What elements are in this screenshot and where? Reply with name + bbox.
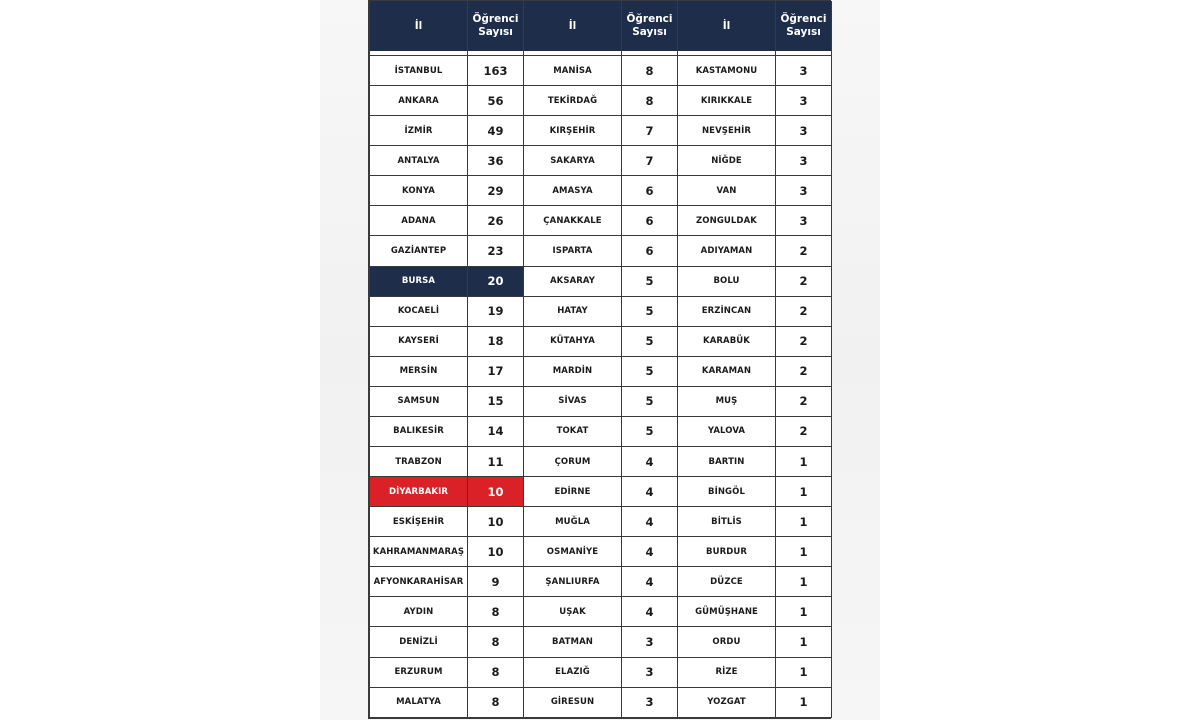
province-cell: DİYARBAKIR <box>370 477 468 507</box>
student-count-cell: 1 <box>776 507 832 537</box>
student-count-cell: 1 <box>776 687 832 717</box>
province-cell: EDİRNE <box>524 477 622 507</box>
province-cell: KAYSERİ <box>370 326 468 356</box>
header-count-line1: Öğrenci <box>780 13 827 25</box>
student-count-cell: 1 <box>776 477 832 507</box>
table-row <box>370 296 832 326</box>
province-cell: VAN <box>678 176 776 206</box>
province-cell: BİTLİS <box>678 507 776 537</box>
student-count-cell: 4 <box>622 597 678 627</box>
province-cell: MUĞLA <box>524 507 622 537</box>
student-count-cell: 8 <box>622 56 678 86</box>
province-cell: TOKAT <box>524 416 622 446</box>
table-row <box>370 326 832 356</box>
student-count-cell: 11 <box>468 447 524 477</box>
student-count-cell: 14 <box>468 416 524 446</box>
student-count-cell: 15 <box>468 386 524 416</box>
province-cell: AMASYA <box>524 176 622 206</box>
province-cell: SAKARYA <box>524 146 622 176</box>
student-count-cell: 8 <box>468 657 524 687</box>
province-cell: ERZİNCAN <box>678 296 776 326</box>
header-province-2: İl <box>524 1 622 51</box>
student-count-cell: 3 <box>622 627 678 657</box>
table-row <box>370 537 832 567</box>
province-cell: NEVŞEHİR <box>678 116 776 146</box>
student-count-cell: 49 <box>468 116 524 146</box>
table-row <box>370 236 832 266</box>
student-count-cell: 163 <box>468 56 524 86</box>
province-cell: İZMİR <box>370 116 468 146</box>
province-cell: RİZE <box>678 657 776 687</box>
table-row <box>370 386 832 416</box>
student-count-cell: 36 <box>468 146 524 176</box>
student-count-cell: 4 <box>622 537 678 567</box>
province-cell: NİĞDE <box>678 146 776 176</box>
province-cell: SAMSUN <box>370 386 468 416</box>
student-count-cell: 1 <box>776 657 832 687</box>
student-count-cell: 2 <box>776 326 832 356</box>
student-count-cell: 4 <box>622 477 678 507</box>
student-count-cell: 2 <box>776 356 832 386</box>
province-cell: HATAY <box>524 296 622 326</box>
province-cell: TRABZON <box>370 447 468 477</box>
table-row <box>370 56 832 86</box>
header-province-3: İl <box>678 1 776 51</box>
student-count-cell: 9 <box>468 567 524 597</box>
student-count-table-container <box>368 0 831 719</box>
province-cell: UŞAK <box>524 597 622 627</box>
student-count-cell: 2 <box>776 236 832 266</box>
province-cell: TEKİRDAĞ <box>524 86 622 116</box>
student-count-cell: 5 <box>622 416 678 446</box>
province-cell: ORDU <box>678 627 776 657</box>
province-cell: ERZURUM <box>370 657 468 687</box>
student-count-cell: 10 <box>468 507 524 537</box>
province-cell: BURSA <box>370 266 468 296</box>
header-count-line2: Sayısı <box>786 26 821 38</box>
table-row <box>370 507 832 537</box>
student-count-cell: 3 <box>776 176 832 206</box>
province-cell: GİRESUN <box>524 687 622 717</box>
province-cell: ESKİŞEHİR <box>370 507 468 537</box>
province-cell: BOLU <box>678 266 776 296</box>
table-row <box>370 687 832 717</box>
student-count-cell: 2 <box>776 266 832 296</box>
province-cell: ANKARA <box>370 86 468 116</box>
student-count-cell: 19 <box>468 296 524 326</box>
province-cell: BATMAN <box>524 627 622 657</box>
student-count-cell: 8 <box>468 687 524 717</box>
student-count-cell: 2 <box>776 386 832 416</box>
student-count-cell: 17 <box>468 356 524 386</box>
student-count-cell: 6 <box>622 206 678 236</box>
province-cell: YOZGAT <box>678 687 776 717</box>
student-count-cell: 10 <box>468 537 524 567</box>
table-row <box>370 416 832 446</box>
province-cell: ADANA <box>370 206 468 236</box>
student-count-cell: 7 <box>622 116 678 146</box>
province-cell: AFYONKARAHİSAR <box>370 567 468 597</box>
province-cell: AKSARAY <box>524 266 622 296</box>
student-count-cell: 3 <box>776 56 832 86</box>
student-count-cell: 1 <box>776 567 832 597</box>
student-count-cell: 8 <box>468 627 524 657</box>
province-cell: KOCAELİ <box>370 296 468 326</box>
header-count-2 <box>622 1 678 51</box>
province-cell: AYDIN <box>370 597 468 627</box>
header-count-3 <box>776 1 832 51</box>
student-count-cell: 26 <box>468 206 524 236</box>
header-count-line2: Sayısı <box>478 26 513 38</box>
table-row <box>370 627 832 657</box>
student-count-cell: 4 <box>622 447 678 477</box>
province-cell: MARDİN <box>524 356 622 386</box>
province-cell: MUŞ <box>678 386 776 416</box>
table-body <box>370 51 832 718</box>
province-cell: BURDUR <box>678 537 776 567</box>
table-row <box>370 447 832 477</box>
province-cell: YALOVA <box>678 416 776 446</box>
student-count-cell: 5 <box>622 266 678 296</box>
table-row <box>370 567 832 597</box>
table-row <box>370 597 832 627</box>
student-count-cell: 6 <box>622 176 678 206</box>
student-count-cell: 3 <box>622 657 678 687</box>
province-cell: KASTAMONU <box>678 56 776 86</box>
student-count-cell: 10 <box>468 477 524 507</box>
student-count-table <box>369 1 832 718</box>
province-cell: İSTANBUL <box>370 56 468 86</box>
student-count-cell: 18 <box>468 326 524 356</box>
table-row <box>370 477 832 507</box>
province-cell: GÜMÜŞHANE <box>678 597 776 627</box>
student-count-cell: 1 <box>776 597 832 627</box>
province-cell: ADIYAMAN <box>678 236 776 266</box>
province-cell: KIRIKKALE <box>678 86 776 116</box>
student-count-cell: 3 <box>776 116 832 146</box>
province-cell: MERSİN <box>370 356 468 386</box>
table-row <box>370 206 832 236</box>
student-count-cell: 2 <box>776 416 832 446</box>
province-cell: BARTIN <box>678 447 776 477</box>
student-count-cell: 4 <box>622 567 678 597</box>
province-cell: ŞANLIURFA <box>524 567 622 597</box>
province-cell: KÜTAHYA <box>524 326 622 356</box>
table-row <box>370 266 832 296</box>
table-row <box>370 146 832 176</box>
province-cell: MANİSA <box>524 56 622 86</box>
student-count-cell: 4 <box>622 507 678 537</box>
student-count-cell: 56 <box>468 86 524 116</box>
student-count-cell: 3 <box>776 206 832 236</box>
student-count-cell: 7 <box>622 146 678 176</box>
table-header-row <box>370 1 832 51</box>
header-count-line2: Sayısı <box>632 26 667 38</box>
province-cell: ISPARTA <box>524 236 622 266</box>
student-count-cell: 1 <box>776 537 832 567</box>
province-cell: ELAZIĞ <box>524 657 622 687</box>
student-count-cell: 8 <box>622 86 678 116</box>
province-cell: BİNGÖL <box>678 477 776 507</box>
table-row <box>370 116 832 146</box>
student-count-cell: 3 <box>776 86 832 116</box>
student-count-cell: 8 <box>468 597 524 627</box>
province-cell: KONYA <box>370 176 468 206</box>
province-cell: OSMANİYE <box>524 537 622 567</box>
province-cell: MALATYA <box>370 687 468 717</box>
header-count-1 <box>468 1 524 51</box>
student-count-cell: 23 <box>468 236 524 266</box>
province-cell: KARAMAN <box>678 356 776 386</box>
header-province-1: İl <box>370 1 468 51</box>
student-count-cell: 6 <box>622 236 678 266</box>
province-cell: SİVAS <box>524 386 622 416</box>
student-count-cell: 3 <box>776 146 832 176</box>
province-cell: KARABÜK <box>678 326 776 356</box>
student-count-cell: 29 <box>468 176 524 206</box>
table-row <box>370 657 832 687</box>
province-cell: KIRŞEHİR <box>524 116 622 146</box>
student-count-cell: 20 <box>468 266 524 296</box>
student-count-cell: 2 <box>776 296 832 326</box>
student-count-cell: 5 <box>622 326 678 356</box>
table-row <box>370 176 832 206</box>
table-row <box>370 86 832 116</box>
header-count-line1: Öğrenci <box>626 13 673 25</box>
province-cell: ZONGULDAK <box>678 206 776 236</box>
province-cell: BALIKESİR <box>370 416 468 446</box>
table-row <box>370 356 832 386</box>
student-count-cell: 3 <box>622 687 678 717</box>
header-count-line1: Öğrenci <box>472 13 519 25</box>
student-count-cell: 1 <box>776 627 832 657</box>
student-count-cell: 5 <box>622 296 678 326</box>
province-cell: GAZİANTEP <box>370 236 468 266</box>
province-cell: DÜZCE <box>678 567 776 597</box>
province-cell: KAHRAMANMARAŞ <box>370 537 468 567</box>
student-count-cell: 1 <box>776 447 832 477</box>
province-cell: ÇANAKKALE <box>524 206 622 236</box>
province-cell: ANTALYA <box>370 146 468 176</box>
student-count-cell: 5 <box>622 386 678 416</box>
student-count-cell: 5 <box>622 356 678 386</box>
province-cell: DENİZLİ <box>370 627 468 657</box>
province-cell: ÇORUM <box>524 447 622 477</box>
